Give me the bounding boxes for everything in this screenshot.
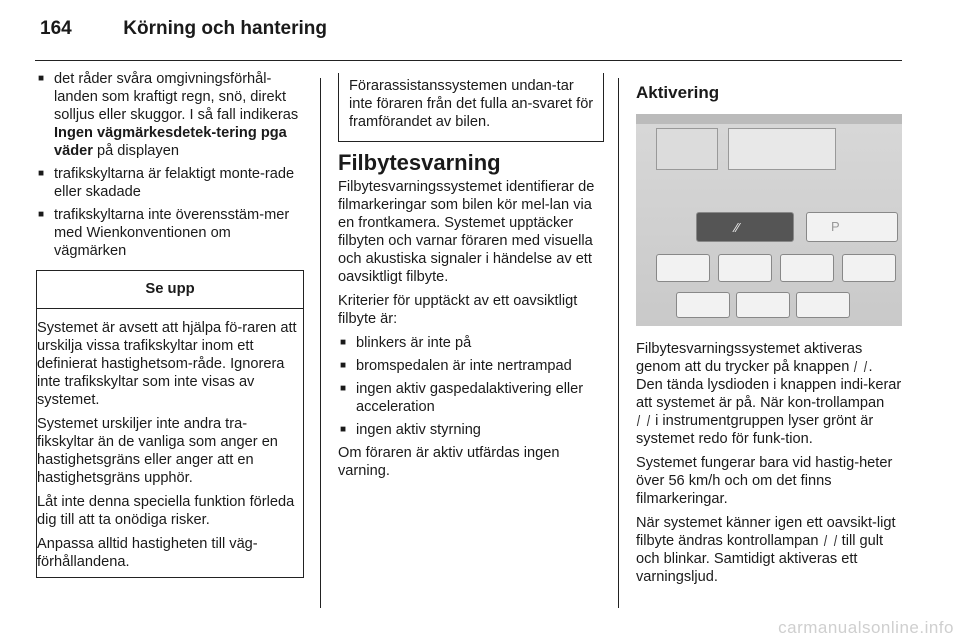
outro-paragraph: Om föraren är aktiv utfärdas ingen varning. xyxy=(338,445,560,479)
lane-departure-icon xyxy=(823,535,836,546)
caution-paragraph: Systemet är avsett att hjälpa fö-raren att urskilja vissa trafikskyltar inom ett definierat hastighetsom-råde. Ignorera inte trafikskyltar som inte visas av systemet. xyxy=(37,320,297,408)
column-divider xyxy=(320,78,321,608)
caution-title: Se upp xyxy=(37,271,303,309)
list-item: ■ ingen aktiv gaspedalaktivering eller acceleration xyxy=(338,380,604,416)
activation-paragraph: Filbytesvarningssystemet aktiveras genom att du trycker på knappen . Den tända lysdioden i knappen indi-kerar att systemet är på. När kon-trollampan i instrumentgruppen lyser grönt är systemet redo för funk-tion. xyxy=(636,341,902,447)
caution-box xyxy=(36,270,304,578)
warning-paragraph: När systemet känner igen ett oavsikt-ligt filbyte ändras kontrollampan till gult och blinkar. Samtidigt aktiveras ett varningsljud. xyxy=(636,515,896,585)
list-item: ■ trafikskyltarna är felaktigt monte-rade eller skadade xyxy=(36,165,304,201)
caution-paragraph: Låt inte denna speciella funktion förleda dig till att ta onödiga risker. xyxy=(37,494,295,528)
column-1 xyxy=(36,70,304,578)
caution-paragraph: Anpassa alltid hastigheten till väg-förhållandena. xyxy=(37,536,258,570)
list-item: ■ blinkers är inte på xyxy=(338,334,604,352)
dashboard-photo xyxy=(636,114,902,326)
section-heading: Filbytesvarning xyxy=(338,150,501,175)
subsection-heading: Aktivering xyxy=(636,83,720,102)
section-title: Körning och hantering xyxy=(123,18,327,39)
list-item: ■ det råder svåra omgivningsförhål-landen som kraftigt regn, snö, direkt solljus eller skuggor. I så fall indikeras Ingen vägmärkesdetek-tering pga väder på displayen xyxy=(36,70,304,160)
park-assist-label: P xyxy=(831,219,840,234)
column-3 xyxy=(636,78,902,592)
criteria-list xyxy=(338,334,604,439)
caution-paragraph: Systemet urskiljer inte andra tra-fikskyltar än de vanliga som anger en hastighetsgräns eller anger att en hastighetsgräns upphör. xyxy=(37,416,278,486)
list-item: ■ trafikskyltarna inte överensstäm-mer med Wienkonventionen om vägmärken xyxy=(36,206,304,260)
list-item: ■ ingen aktiv styrning xyxy=(338,421,604,439)
lane-departure-icon: ∕∕ xyxy=(735,220,740,235)
list-item: ■ bromspedalen är inte nertrampad xyxy=(338,357,604,375)
condition-list xyxy=(36,70,304,260)
watermark: carmanualsonline.info xyxy=(778,618,954,637)
note-box: Förarassistanssystemen undan-tar inte föraren från det fulla an-svaret för framförandet av bilen. xyxy=(338,73,604,142)
column-2 xyxy=(338,74,604,486)
criteria-intro: Kriterier för upptäckt av ett oavsiktligt filbyte är: xyxy=(338,293,578,327)
lane-departure-icon xyxy=(637,415,650,426)
column-divider xyxy=(618,78,619,608)
header-rule xyxy=(35,60,902,61)
park-assist-button xyxy=(806,212,898,242)
lane-departure-icon xyxy=(854,361,867,372)
page-header xyxy=(40,18,327,40)
page-number: 164 xyxy=(40,18,72,39)
lane-departure-button xyxy=(696,212,794,242)
speed-paragraph: Systemet fungerar bara vid hastig-heter över 56 km/h och om det finns filmarkeringar. xyxy=(636,455,893,507)
intro-paragraph: Filbytesvarningssystemet identifierar de filmarkeringar som bilen kör mel-lan via en frontkamera. Systemet upptäcker filbyten och varnar föraren med visuella och akustiska signaler i händelse av ett oavsiktligt filbyte. xyxy=(338,179,595,285)
